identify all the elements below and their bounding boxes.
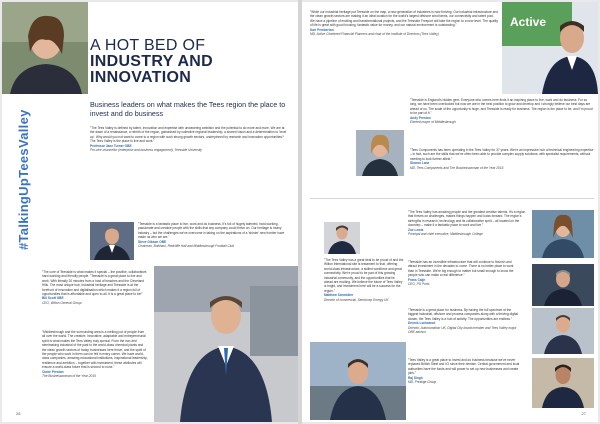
quote-matthew-schmidter	[324, 258, 404, 302]
photo-sharon-lane	[356, 130, 404, 176]
quote-text: "Teesside is a fantastic place to live, work and do business. It's full of hugely talented, hard-working, passionate and creative people with the skills that any company could thrive on. Our heritage is heavy industry – but the challenges we've overcome in taking on the aspirations of a 'shinier' new frontier have made us who we are."	[138, 222, 285, 240]
quote-role: Principal and chief executive, Middlesbrough College	[408, 232, 483, 237]
section-divider	[310, 198, 594, 199]
quote-karl-pemberton	[310, 10, 498, 36]
quote-role: CEO, Wilton General Group	[42, 300, 82, 305]
photo-industrial-site	[310, 342, 406, 420]
quote-text: "Teesside has an incredible infrastructure that will continue to flourish and attract investment in the decades to come. There is no better place to work than in Teesside. We're big enough to matter but small enough to know the people who can make a real difference."	[408, 260, 514, 278]
quote-role: The Businesswoman of the Year 2019	[42, 374, 96, 379]
quote-author: Matthew Schmidter	[324, 293, 354, 298]
photo-steve-gibson	[90, 222, 134, 260]
quote-role: Pro-vice-chancellor (enterprise and business engagement), Teesside University	[90, 148, 203, 153]
headline-line-2: INDUSTRY AND	[90, 53, 214, 70]
quote-bill-scott	[42, 270, 148, 305]
photo-jane-turner	[2, 2, 88, 94]
right-page	[302, 2, 598, 422]
portrait-photo	[310, 342, 406, 420]
quote-text: "Tees Components has been operating in the Tees Valley for 37 years. We're an impressive hub of technical engineering expertise – in fact, such are the skills that we've often been able to provide complex supply solutions, with specialist requirements, without needing to look further afield."	[410, 148, 594, 161]
portrait-photo	[356, 130, 404, 176]
photo-matthew-schmidter	[324, 222, 360, 254]
svg-text:Active: Active	[510, 15, 547, 29]
quote-author: Steve Gibson OBE	[138, 239, 167, 244]
page-number-right: 27	[581, 411, 586, 416]
quote-text: "Tees Valley is a great place to invest and do business because we've never replaced British Steel and ICI since their demise. Central government and local authorities have the funds and will power to set up new businesses and create jobs."	[408, 358, 520, 376]
portrait-photo	[90, 222, 134, 260]
portrait-photo	[532, 210, 594, 258]
photo-bill-scott	[154, 266, 298, 422]
quote-author: Zoe Lewis	[408, 227, 424, 232]
quote-role: Elected mayor of Middlesbrough	[410, 120, 456, 125]
portrait-photo	[154, 266, 298, 422]
quote-author: Claire Preston	[42, 369, 64, 374]
quote-text: "The Tees Valley has a great deal to be proud of and the Wilton International site is testament to that, offering world-class infrastructure, a skilled workforce and great connectivity. We're proud to be part of this growing industrial community, and the opportunities that lie ahead are exciting. We believe the future of Tees Valley is bright, and investment here will be a success for the region."	[324, 258, 404, 293]
quote-role: MD, Active Chartered Financial Planners and chair of the Institute of Directors (Tees Valley)	[310, 32, 439, 37]
headline-line-1: A HOT BED OF	[90, 37, 206, 54]
portrait-photo	[502, 2, 598, 94]
photo-karl-pemberton	[502, 2, 598, 94]
quote-steve-gibson	[138, 222, 288, 248]
quote-author: Dennis Lockwood	[408, 321, 436, 326]
portrait-photo	[532, 264, 594, 306]
quote-claire-preston	[42, 330, 148, 378]
quote-role: MD, Tees Components and The Businesswoman of the Year 2016	[410, 165, 504, 170]
quote-frans-calje	[408, 260, 520, 286]
article-subhead: Business leaders on what makes the Tees region the place to invest and do business	[90, 100, 286, 118]
photo-frans-calje	[532, 264, 594, 306]
quote-text: "Teesside is a great place for business. By having the full spectrum of the biggest industrial, offshore and process companies along with a thriving digital cluster, the Tees Valley is a hub of activity. The opportunities are endless."	[408, 308, 518, 321]
quote-role: Chairman, Bulkhaul, Redcliffe Hall and Middlesbrough Football Club	[138, 244, 235, 249]
article-headline	[90, 38, 290, 86]
quote-text: "Teesside is England's hidden gem. Everyone who comes here finds it an inspiring place to live, work and do business. For so long, we have been overlooked but now we are in the best position to grow and develop and I strongly believe our best days are ahead of us. The scale of the opportunity is huge, and Teesside is ready for business. The region is the place to be, and I'm proud to be part of it."	[410, 98, 593, 116]
quote-author: Bill Scott OBE	[42, 296, 64, 301]
quote-text: "The core of Teesside is what makes it special – the positive, collaborative, hard-working and friendly people. "Teesside is a great place to live and work. With literally 20 minutes from a host of beaches and the Cleveland Hills. The most unique hub, industrial heritage and Teesside is at the forefront of innovation and digitalisation which makes it a region full of opportunities that is affordable and open to all. It is a great place to be!"	[42, 270, 148, 297]
photo-raj-singh	[532, 358, 594, 408]
portrait-photo	[532, 308, 594, 354]
quote-role: Director of commercial, Sembcorp Energy UK	[324, 297, 389, 302]
quote-dennis-lockwood	[408, 308, 520, 334]
quote-text: "Middlesbrough and the surrounding area is a melting pot of people from all over the world. The creative, innovative, adaptable and entrepreneurial spirit is what makes the Tees Valley truly special. From the iron and steelmaking industrial of the past to the world-class chemical plants and the clean growth sectors of today, businesses here thrive, and the spirit of the people who work in them can be felt in every corner. We have world-class companies, amazing educational institutions, inspirational leadership, resilience and ambition – together with investment, these attributes will ensure a world-class future that is second to none."	[42, 330, 148, 370]
quote-text: "While our industrial heritage put Teesside on the map, a new generation of industries is now thriving. Our industrial infrastructure and the clean growth sectors are making it an ideal location for the world's largest offshore wind farms, our connectivity and talent pool. We have a pipeline of exciting and transformational projects, and the Teesside Freeport will take the region to a new level. The quality of life is great with good housing, fantastic value for money, and our natural environment is outstanding."	[310, 10, 498, 28]
quote-raj-singh	[408, 358, 520, 384]
left-page	[2, 2, 298, 422]
quote-sharon-lane	[410, 148, 594, 170]
quote-author: Professor Jane Turner OBE	[90, 143, 132, 148]
quote-text: "The Tees Valley is defined by talent, innovation and expertise with unwavering ambition and the potential to do more and more. We are at the dawn of a renaissance, a rebirth of the region, galvanised by collective regional leadership, a shared vision and a determination to 'level up'. Why would you not want to come to a region with such strong growth sectors, underpinned by research and innovation opportunities? The Tees Valley is the place to live and work."	[90, 126, 287, 144]
page-number-left: 26	[16, 411, 21, 416]
portrait-photo	[324, 222, 360, 254]
quote-author: Karl Pemberton	[310, 27, 334, 32]
headline-line-3: INNOVATION	[90, 69, 192, 86]
quote-author: Sharon Lane	[410, 161, 430, 166]
quote-zoe-lewis	[408, 210, 526, 236]
portrait-photo	[532, 358, 594, 408]
quote-author: Raj Singh	[408, 375, 423, 380]
quote-author: Andy Preston	[410, 115, 431, 120]
quote-author: Frans Calje	[408, 277, 426, 282]
quote-text: "The Tees Valley has amazing people and the greatest creative talents. It's a region that thrives on challenges, makes things happen and looks forward. The region's strengths in research, technology and its collaborative spirit – all located on the doorstep – make it a fantastic place to work and live."	[408, 210, 526, 228]
quote-role: MD, Prestige Group	[408, 380, 437, 385]
photo-dennis-lockwood	[532, 308, 594, 354]
photo-zoe-lewis	[532, 210, 594, 258]
quote-role: Director, Autonomation UK, Digital City board member and Tees Valley major OBE advisor	[408, 325, 517, 335]
hashtag-vertical: #TalkingUpTeesValley	[16, 109, 31, 250]
quote-andy-preston	[410, 98, 594, 124]
quote-jane-turner	[90, 126, 288, 152]
quote-role: CEO, PD Ports	[408, 282, 430, 287]
portrait-photo	[2, 2, 88, 94]
